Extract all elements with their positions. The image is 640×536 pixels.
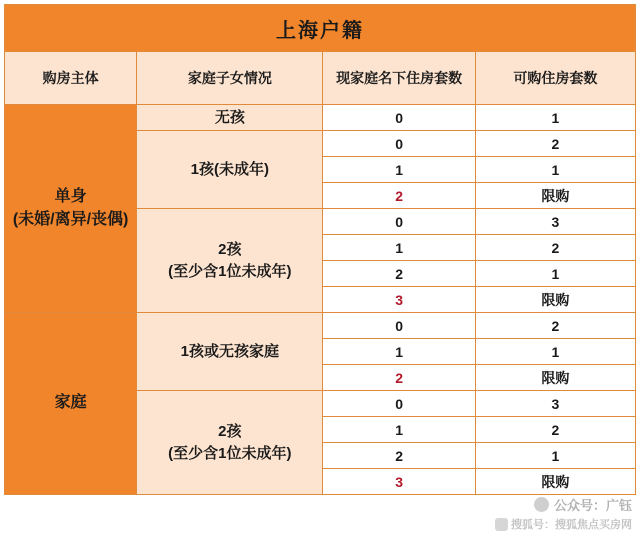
watermark-source-label: 搜狐号：搜狐焦点买房网 (511, 519, 632, 531)
cell-owned: 1 (323, 157, 475, 183)
row-header-subject-family: 家庭 (5, 313, 137, 495)
row-header-children-one-or-none: 1孩或无孩家庭 (137, 313, 323, 391)
row-header-children-one-minor: 1孩(未成年) (137, 131, 323, 209)
row-header-subject-single: 单身 (未婚/离异/丧偶) (5, 105, 137, 313)
cell-purchasable: 1 (475, 261, 635, 287)
cell-purchasable: 1 (475, 339, 635, 365)
cell-purchasable: 2 (475, 235, 635, 261)
column-header-purchasable: 可购住房套数 (475, 52, 635, 105)
purchase-policy-sheet (0, 4, 640, 536)
table-row (5, 313, 636, 339)
cell-purchasable: 3 (475, 391, 635, 417)
cell-owned: 2 (323, 261, 475, 287)
cell-purchasable: 1 (475, 105, 635, 131)
cell-owned: 1 (323, 417, 475, 443)
cell-owned: 2 (323, 183, 475, 209)
table-header-row (5, 52, 636, 105)
cell-purchasable: 限购 (475, 183, 635, 209)
cell-owned: 0 (323, 131, 475, 157)
page-title: 上海户籍 (5, 5, 636, 52)
purchase-policy-table (4, 4, 636, 495)
cell-owned: 2 (323, 365, 475, 391)
cell-purchasable: 1 (475, 443, 635, 469)
row-header-children-two-family: 2孩 (至少含1位未成年) (137, 391, 323, 495)
cell-owned: 3 (323, 469, 475, 495)
cell-purchasable: 2 (475, 417, 635, 443)
row-header-children-none: 无孩 (137, 105, 323, 131)
row-header-children-two: 2孩 (至少含1位未成年) (137, 209, 323, 313)
cell-owned: 2 (323, 443, 475, 469)
cell-purchasable: 1 (475, 157, 635, 183)
wechat-icon (534, 497, 549, 512)
column-header-subject: 购房主体 (5, 52, 137, 105)
cell-purchasable: 限购 (475, 287, 635, 313)
cell-owned: 0 (323, 391, 475, 417)
column-header-children: 家庭子女情况 (137, 52, 323, 105)
table-title-row (5, 5, 636, 52)
cell-owned: 3 (323, 287, 475, 313)
cell-owned: 0 (323, 313, 475, 339)
sohu-icon (495, 518, 508, 531)
cell-purchasable: 限购 (475, 365, 635, 391)
cell-owned: 0 (323, 209, 475, 235)
column-header-owned: 现家庭名下住房套数 (323, 52, 475, 105)
sohu-badge (495, 516, 632, 532)
watermark-account (534, 495, 632, 514)
watermark-source (495, 516, 632, 532)
cell-owned: 1 (323, 339, 475, 365)
table-row (5, 105, 636, 131)
cell-owned: 0 (323, 105, 475, 131)
cell-purchasable: 2 (475, 131, 635, 157)
cell-purchasable: 3 (475, 209, 635, 235)
cell-purchasable: 限购 (475, 469, 635, 495)
watermark-account-label: 公众号：广钰 (553, 498, 632, 513)
cell-purchasable: 2 (475, 313, 635, 339)
cell-owned: 1 (323, 235, 475, 261)
